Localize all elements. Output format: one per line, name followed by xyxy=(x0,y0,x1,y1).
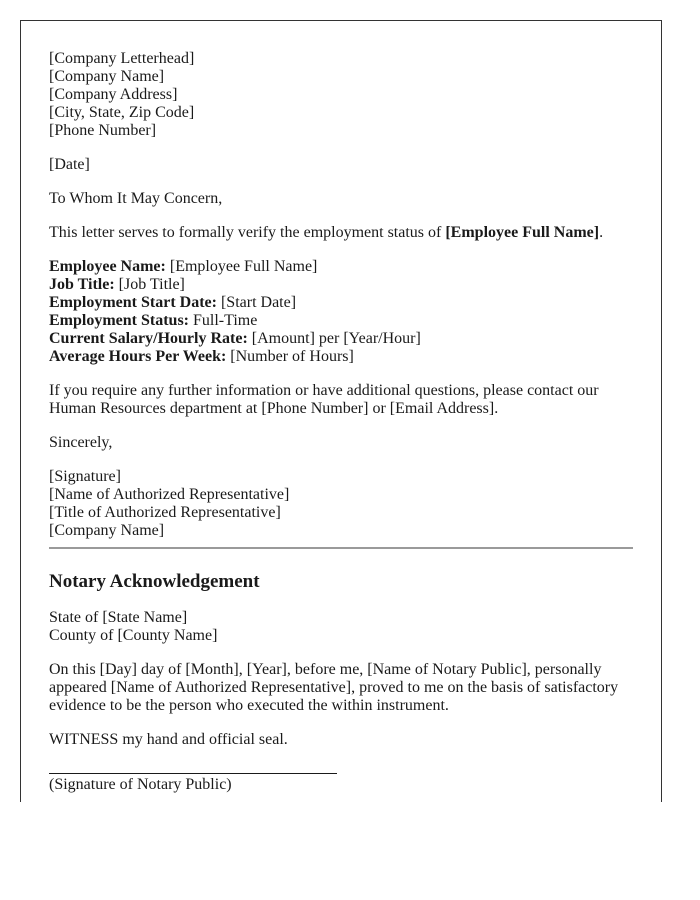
signature-block xyxy=(49,468,633,540)
detail-employee-name xyxy=(49,258,633,276)
detail-job-title xyxy=(49,276,633,294)
contact-line-1: If you require any further information or have additional questions, please contact our xyxy=(49,382,599,399)
detail-label: Job Title: xyxy=(49,276,115,293)
intro-paragraph xyxy=(49,224,633,242)
detail-hours-per-week xyxy=(49,348,633,366)
detail-label: Employment Start Date: xyxy=(49,294,217,311)
detail-salary-rate xyxy=(49,330,633,348)
notary-signature-caption: (Signature of Notary Public) xyxy=(49,776,232,793)
intro-text: This letter serves to formally verify the employment status of xyxy=(49,224,446,241)
employment-verification-letter xyxy=(21,21,661,794)
witness-text: WITNESS my hand and official seal. xyxy=(49,731,288,748)
intro-line xyxy=(49,224,633,242)
salutation-text: To Whom It May Concern, xyxy=(49,190,223,207)
letterhead-company-letterhead: [Company Letterhead] xyxy=(49,50,195,67)
detail-value: [Number of Hours] xyxy=(226,348,354,365)
employee-details xyxy=(49,258,633,366)
letterhead-phone-number: [Phone Number] xyxy=(49,122,157,139)
detail-start-date xyxy=(49,294,633,312)
notary-signature-line xyxy=(49,773,337,774)
contact-line-2: Human Resources department at [Phone Number] or [Email Address]. xyxy=(49,400,499,417)
salutation xyxy=(49,190,633,208)
acknowledgement-line-2: appeared [Name of Authorized Representative], proved to me on the basis of satisfactory xyxy=(49,679,619,696)
letterhead-company-address: [Company Address] xyxy=(49,86,178,103)
detail-label: Average Hours Per Week: xyxy=(49,348,227,365)
section-divider xyxy=(49,547,633,549)
letter-date xyxy=(49,156,633,174)
date-text: [Date] xyxy=(49,156,90,173)
detail-value: [Start Date] xyxy=(216,294,297,311)
letterhead-company-name: [Company Name] xyxy=(49,68,165,85)
detail-value: [Amount] per [Year/Hour] xyxy=(247,330,421,347)
representative-name: [Name of Authorized Representative] xyxy=(49,486,290,503)
intro-period: . xyxy=(599,224,604,241)
signature-placeholder: [Signature] xyxy=(49,468,121,485)
notary-county: County of [County Name] xyxy=(49,627,218,644)
detail-value: [Employee Full Name] xyxy=(165,258,318,275)
acknowledgement-line-1: On this [Day] day of [Month], [Year], before me, [Name of Notary Public], personally xyxy=(49,661,602,678)
notary-witness xyxy=(49,731,633,749)
signature-company-name: [Company Name] xyxy=(49,522,165,539)
detail-employment-status xyxy=(49,312,633,330)
detail-value: Full-Time xyxy=(189,312,258,329)
intro-employee-name: [Employee Full Name] xyxy=(445,224,600,241)
notary-venue xyxy=(49,609,633,645)
closing-text: Sincerely, xyxy=(49,434,113,451)
closing xyxy=(49,434,633,452)
notary-acknowledgement-paragraph xyxy=(49,661,633,715)
document-viewport[interactable] xyxy=(20,20,662,802)
contact-paragraph xyxy=(49,382,633,418)
detail-label: Current Salary/Hourly Rate: xyxy=(49,330,248,347)
representative-title: [Title of Authorized Representative] xyxy=(49,504,281,521)
acknowledgement-line-3: evidence to be the person who executed the within instrument. xyxy=(49,697,449,714)
notary-state: State of [State Name] xyxy=(49,609,188,626)
letterhead-city-state-zip: [City, State, Zip Code] xyxy=(49,104,195,121)
detail-label: Employee Name: xyxy=(49,258,166,275)
detail-label: Employment Status: xyxy=(49,312,190,329)
letterhead xyxy=(49,50,633,140)
notary-heading: Notary Acknowledgement xyxy=(49,571,260,592)
detail-value: [Job Title] xyxy=(114,276,185,293)
